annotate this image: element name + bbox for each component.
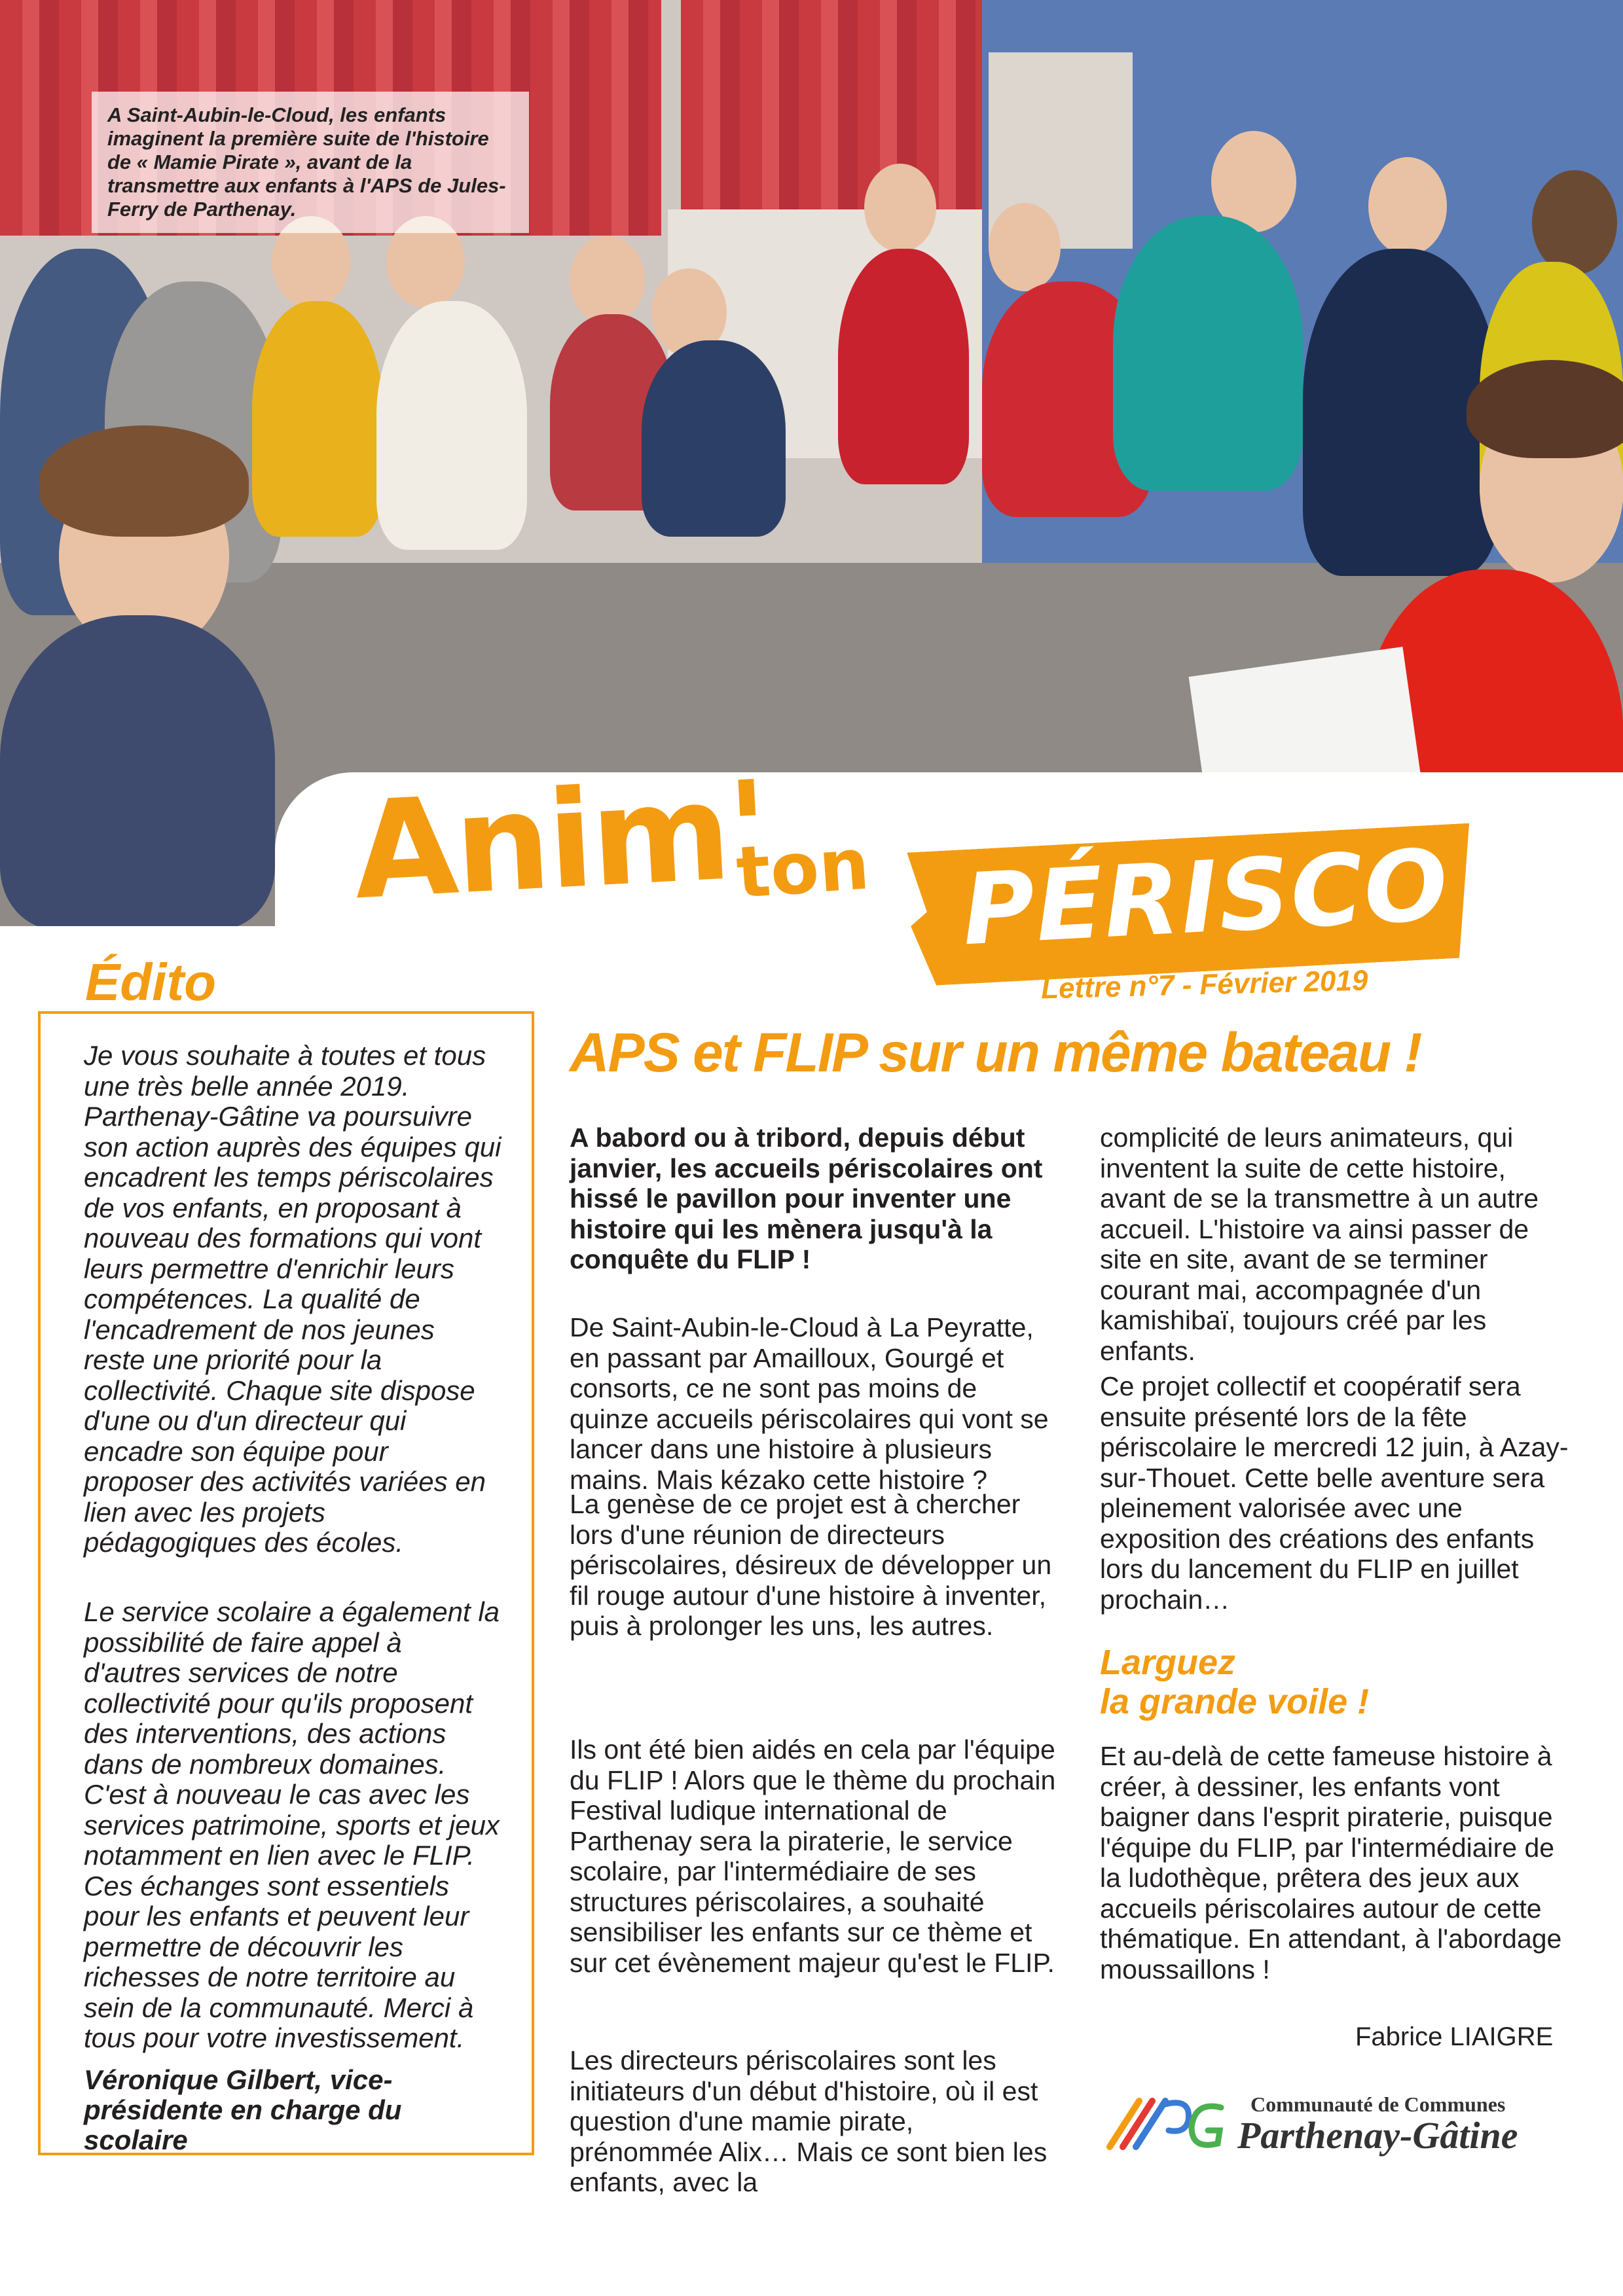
article-subhead (1100, 1643, 1369, 1721)
title-ton: ton (733, 823, 872, 914)
title-anim: Anim' (350, 752, 771, 930)
article-subhead-line-2: la grande voile ! (1100, 1682, 1370, 1721)
article-paragraph-4: Les directeurs périscolaires sont les initiateurs d'un début d'histoire, où il est question d'une mamie pirate, prénommée Alix… Mais ce sont bien les enfants, avec la (570, 2045, 1048, 2197)
edito-signature: Véronique Gilbert, vice-présidente en charge du scolaire (84, 2064, 402, 2155)
article-paragraph-2: La genèse de ce projet est à chercher lors d'une réunion de directeurs périscolaires, désireux de développer un fil rouge autour d'une histoire à inventer, puis à prolonger les uns, les autres. (570, 1489, 1052, 1641)
article-paragraph-3: Ils ont été bien aidés en cela par l'équipe du FLIP ! Alors que le thème du prochain Festival ludique international de Parthenay sera la piraterie, le service scolaire, par l'intermédiaire de ses structures périscolaires, a souhaité sensibiliser les enfants sur ce thème et sur cet évènement majeur qu'est le FLIP. (570, 1734, 1056, 1978)
logo-line-2: Parthenay-Gâtine (1237, 2114, 1518, 2157)
parthenay-gatine-logo (1103, 2085, 1575, 2157)
article-lead: A babord ou à tribord, depuis début janvier, les accueils périscolaires ont hissé le pavillon pour inventer une histoire qui les mènera jusqu'à la conquête du FLIP ! (570, 1122, 1043, 1274)
article-headline: APS et FLIP sur un même bateau ! (570, 1022, 1421, 1083)
article-author: Fabrice LIAIGRE (1355, 2022, 1554, 2051)
pg-logo-icon (1103, 2091, 1228, 2157)
issue-number: Lettre n°7 - Février 2019 (1040, 964, 1368, 1005)
article-paragraph-6: Ce projet collectif et coopératif sera ensuite présenté lors de la fête périscolaire le mercredi 12 juin, à Azay-sur-Thouet. Cette belle aventure sera pleinement valorisée avec une exposition des créations des enfants lors du lancement du FLIP en juillet prochain… (1100, 1371, 1569, 1615)
edito-title: Édito (85, 953, 216, 1011)
article-paragraph-5: complicité de leurs animateurs, qui inventent la suite de cette histoire, avant de se la transmettre à un autre accueil. L'histoire va ainsi passer de site en site, avant de se terminer courant mai, accompagnée d'un kamishibaï, toujours créé par les enfants. (1100, 1122, 1539, 1366)
edito-paragraph-2: Le service scolaire a également la possibilité de faire appel à d'autres services de notre collectivité pour qu'ils proposent des interventions, des actions dans de nombreux domaines. C'est à nouveau le cas avec les services patrimoine, sports et jeux notamment en lien avec le FLIP. Ces échanges sont essentiels pour les enfants et peuvent leur permettre de découvrir les richesses de notre territoire au sein de la communauté. Merci à tous pour votre investissement. (84, 1596, 500, 2053)
edito-paragraph-1: Je vous souhaite à toutes et tous une très belle année 2019. Parthenay-Gâtine va poursuivre son action auprès des équipes qui encadrent les temps périscolaires de vos enfants, en proposant à nouveau des formations qui vont leurs permettre d'enrichir leurs compétences. La qualité de l'encadrement de nos jeunes reste une priorité pour la collectivité. Chaque site dispose d'une ou d'un directeur qui encadre son équipe pour proposer des activités variées en lien avec les projets pédagogiques des écoles. (84, 1040, 501, 1558)
article-paragraph-7: Et au-delà de cette fameuse histoire à créer, à dessiner, les enfants vont baigner dans l'esprit piraterie, puisque l'équipe du FLIP, par l'intermédiaire de la ludothèque, prêtera des jeux aux accueils périscolaires autour de cette thématique. En attendant, à l'abordage moussaillons ! (1100, 1741, 1562, 1984)
logo-line-1: Communauté de Communes (1250, 2092, 1506, 2116)
article-subhead-line-1: Larguez (1100, 1643, 1236, 1682)
article-paragraph-1: De Saint-Aubin-le-Cloud à La Peyratte, en passant par Amailloux, Gourgé et consorts, ce ne sont pas moins de quinze accueils périscolaires qui vont se lancer dans une histoire à plusieurs mains. Mais kézako cette histoire ? (570, 1312, 1049, 1495)
title-perisco: PÉRISCO (959, 828, 1452, 968)
photo-caption: A Saint-Aubin-le-Cloud, les enfants imaginent la première suite de l'histoire de « Mamie Pirate », avant de la transmettre aux enfants à l'APS de Jules-Ferry de Parthenay. (92, 92, 529, 233)
